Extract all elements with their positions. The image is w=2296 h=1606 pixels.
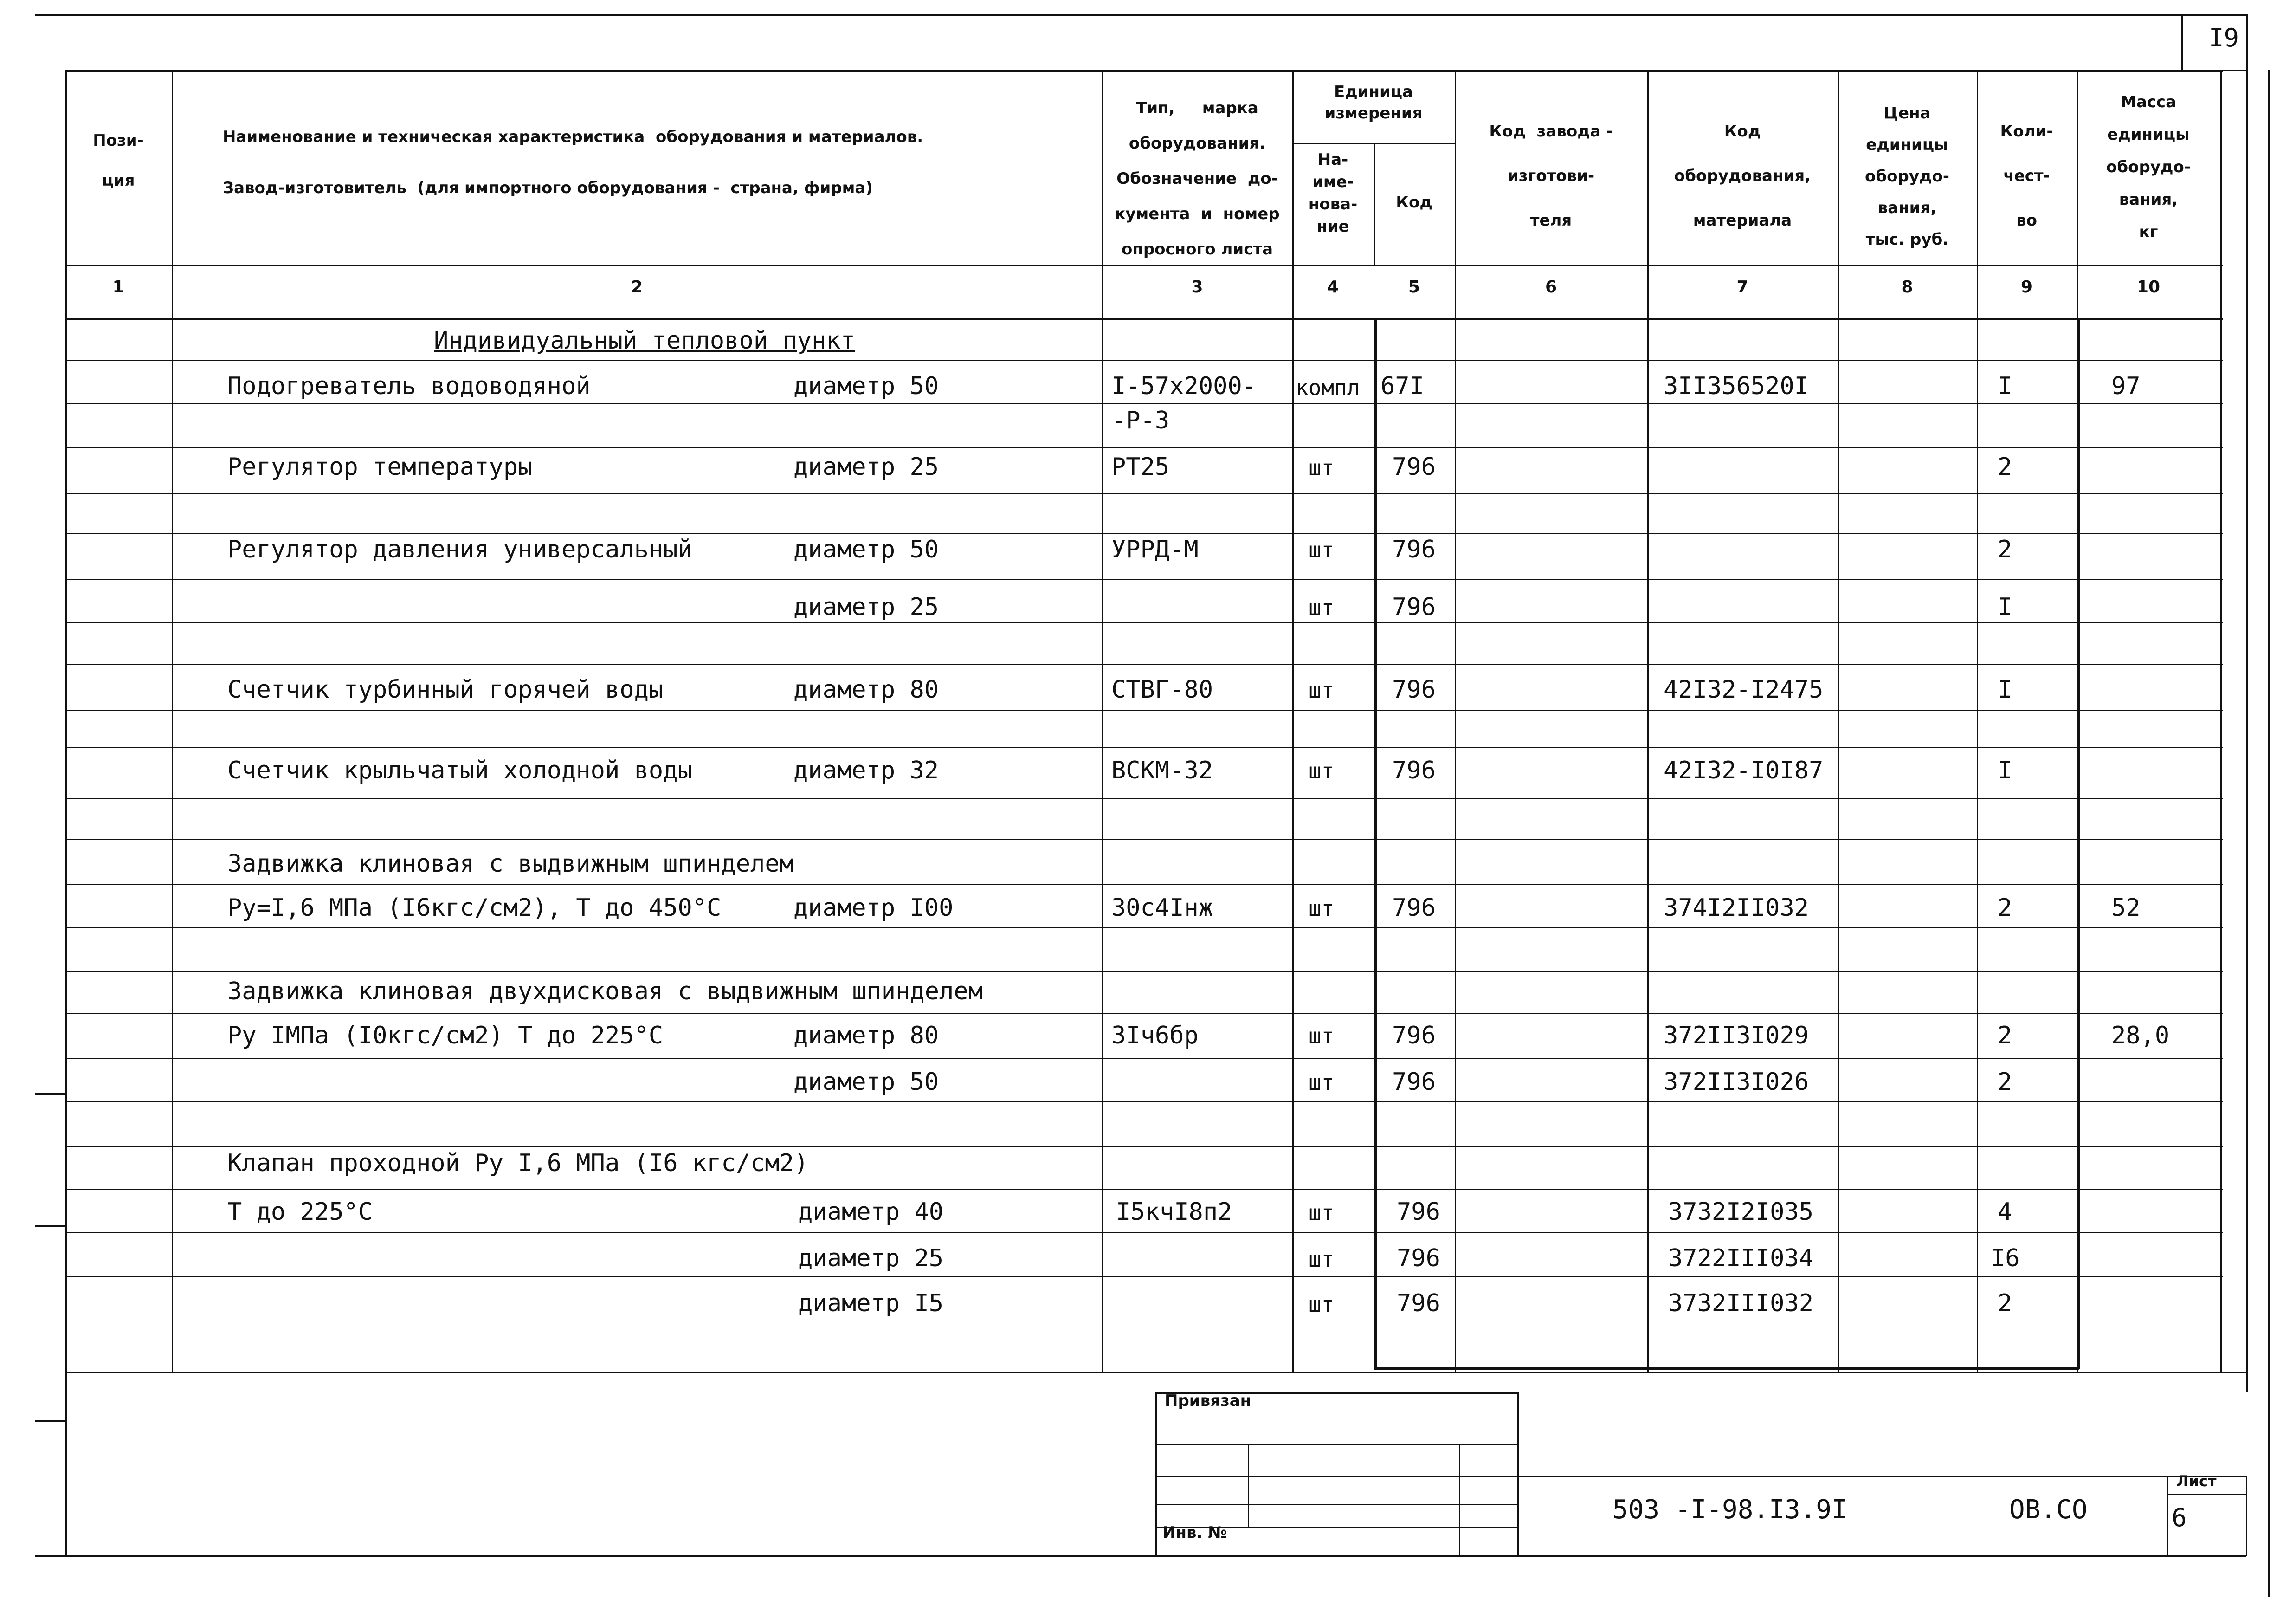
- grid-line: [35, 1093, 65, 1095]
- inventory-number-label: Инв. №: [1162, 1523, 1227, 1542]
- row-9-code: 796: [1392, 894, 1436, 922]
- col-number-9: 9: [2020, 278, 2033, 297]
- row-6-material-code: 42I32-I2475: [1664, 676, 1824, 704]
- top-sheet-number: I9: [2209, 23, 2239, 52]
- row-6-qty: I: [1998, 676, 2012, 704]
- grid-line: [1155, 1392, 1157, 1556]
- grid-line: [65, 70, 2223, 72]
- header-price: Цена единицы оборудо- вания, тыс. руб.: [1865, 104, 1949, 249]
- grid-line: [65, 798, 2223, 799]
- row-14-code: 796: [1397, 1198, 1440, 1226]
- grid-line: [65, 1372, 2246, 1373]
- header-unit-code: Код: [1396, 193, 1432, 212]
- row-16-diameter: диаметр I5: [798, 1289, 944, 1317]
- grid-line: [1155, 1444, 1517, 1445]
- grid-line: [35, 1420, 65, 1422]
- row-14-type: I5кчI8п2: [1116, 1198, 1232, 1226]
- row-4-code: 796: [1392, 536, 1436, 563]
- grid-line: [65, 1013, 2223, 1014]
- row-11-material-code: 372II3I029: [1664, 1022, 1809, 1049]
- row-1-diameter: диаметр 50: [793, 372, 939, 400]
- row-5-code: 796: [1392, 593, 1436, 621]
- row-12-code: 796: [1392, 1068, 1436, 1096]
- row-14-diameter: диаметр 40: [798, 1198, 944, 1226]
- col-number-10: 10: [2136, 278, 2161, 297]
- row-16-qty: 2: [1998, 1289, 2012, 1317]
- grid-line: [65, 533, 2223, 534]
- row-6-unit: шт: [1309, 678, 1335, 703]
- grid-line: [35, 14, 2246, 16]
- grid-line: [2167, 1476, 2168, 1556]
- row-4-unit: шт: [1309, 537, 1335, 563]
- grid-line: [2246, 14, 2248, 1392]
- col-number-4: 4: [1327, 278, 1339, 297]
- grid-line: [1517, 1392, 1519, 1556]
- grid-line: [65, 1189, 2223, 1190]
- grid-line: [65, 1372, 67, 1555]
- privyazan-label: Привязан: [1165, 1392, 1251, 1410]
- row-3-type: РТ25: [1111, 453, 1170, 481]
- grid-line: [65, 1146, 2223, 1147]
- row-3-name: Регулятор температуры: [227, 453, 533, 481]
- header-material-code: Код оборудования, материала: [1674, 122, 1811, 230]
- grid-line: [1459, 1444, 1460, 1556]
- row-1-code: 67I: [1380, 372, 1424, 400]
- row-7-qty: I: [1998, 757, 2012, 784]
- row-12-diameter: диаметр 50: [793, 1068, 939, 1096]
- row-1-unit: компл: [1296, 375, 1360, 400]
- grid-line: [65, 1276, 2223, 1277]
- row-15-code: 796: [1397, 1244, 1440, 1272]
- section-title: Индивидуальный тепловой пункт: [434, 327, 855, 355]
- grid-line: [35, 1225, 65, 1227]
- row-14-qty: 4: [1998, 1198, 2012, 1226]
- col-number-5: 5: [1408, 278, 1420, 297]
- header-unit-group: Единица измерения: [1324, 83, 1423, 123]
- col-number-2: 2: [631, 278, 643, 297]
- header-mass: Масса единицы оборудо- вания, кг: [2106, 93, 2191, 241]
- row-5-qty: I: [1998, 593, 2012, 621]
- row-14-name: Т до 225°С: [227, 1198, 373, 1226]
- sheet-number: 6: [2172, 1503, 2187, 1532]
- row-3-qty: 2: [1998, 453, 2012, 481]
- header-position: Пози- ция: [93, 131, 144, 190]
- row-6-type: СТВГ-80: [1111, 676, 1213, 704]
- row-1-type: I-57x2000-: [1111, 372, 1257, 400]
- grid-line: [65, 747, 2223, 748]
- grid-line: [65, 493, 2223, 494]
- row-9-name: Ру=I,6 МПа (I6кгс/см2), Т до 450°С: [227, 894, 722, 922]
- document-code: 503 -I-98.I3.9I: [1612, 1495, 1847, 1525]
- grid-line: [2077, 318, 2080, 1369]
- sheet-label: Лист: [2176, 1472, 2217, 1490]
- grid-line: [1374, 318, 2079, 320]
- grid-line: [65, 1101, 2223, 1102]
- row-5-unit: шт: [1309, 595, 1335, 620]
- row-4-type: УРРД-М: [1111, 536, 1199, 563]
- row-15-diameter: диаметр 25: [798, 1244, 944, 1272]
- grid-line: [65, 360, 2223, 361]
- row-2-type: -P-3: [1111, 407, 1170, 434]
- grid-line: [65, 971, 2223, 972]
- row-11-qty: 2: [1998, 1022, 2012, 1049]
- grid-line: [2167, 1494, 2246, 1495]
- row-6-name: Счетчик турбинный горячей воды: [227, 676, 664, 704]
- row-6-code: 796: [1392, 676, 1436, 704]
- grid-line: [65, 1232, 2223, 1233]
- grid-line: [65, 664, 2223, 665]
- row-11-code: 796: [1392, 1022, 1436, 1049]
- row-15-qty: I6: [1991, 1244, 2020, 1272]
- row-7-code: 796: [1392, 757, 1436, 784]
- col-number-7: 7: [1736, 278, 1748, 297]
- row-7-diameter: диаметр 32: [793, 757, 939, 784]
- grid-line: [65, 1058, 2223, 1059]
- row-16-code: 796: [1397, 1289, 1440, 1317]
- header-unit-name: На- име- нова- ние: [1308, 150, 1358, 236]
- col-number-1: 1: [112, 278, 124, 297]
- row-13-name: Клапан проходной Ру I,6 МПа (I6 кгс/см2): [227, 1149, 809, 1177]
- header-name: Наименование и техническая характеристика оборудования и материалов. Завод-изготовитель (для импортного оборудования - страна, фирма): [223, 128, 923, 197]
- row-9-type: 30с4Iнж: [1111, 894, 1213, 922]
- row-11-mass: 28,0: [2111, 1022, 2170, 1049]
- row-15-material-code: 3722III034: [1668, 1244, 1814, 1272]
- row-9-material-code: 374I2II032: [1664, 894, 1809, 922]
- grid-line: [65, 579, 2223, 580]
- row-16-unit: шт: [1309, 1292, 1335, 1317]
- grid-line: [65, 839, 2223, 840]
- row-3-diameter: диаметр 25: [793, 453, 939, 481]
- row-9-unit: шт: [1309, 896, 1335, 921]
- row-1-qty: I: [1998, 372, 2012, 400]
- header-quantity: Коли- чест- во: [2000, 122, 2053, 230]
- col-number-6: 6: [1545, 278, 1557, 297]
- grid-line: [1374, 1367, 2079, 1370]
- row-11-name: Ру IМПа (I0кгс/см2) Т до 225°С: [227, 1022, 664, 1049]
- grid-line: [1155, 1476, 1517, 1477]
- row-15-unit: шт: [1309, 1247, 1335, 1272]
- grid-line: [2268, 70, 2270, 1597]
- row-11-diameter: диаметр 80: [793, 1022, 939, 1049]
- row-4-name: Регулятор давления универсальный: [227, 536, 692, 563]
- row-9-mass: 52: [2111, 894, 2141, 922]
- row-11-unit: шт: [1309, 1023, 1335, 1049]
- grid-line: [1248, 1444, 1249, 1527]
- row-1-material-code: 3II356520I: [1664, 372, 1809, 400]
- row-11-type: 3Iч6бр: [1111, 1022, 1199, 1049]
- grid-line: [65, 622, 2223, 623]
- row-16-material-code: 3732III032: [1668, 1289, 1814, 1317]
- grid-line: [65, 710, 2223, 711]
- row-12-unit: шт: [1309, 1070, 1335, 1095]
- row-7-material-code: 42I32-I0I87: [1664, 757, 1824, 784]
- row-6-diameter: диаметр 80: [793, 676, 939, 704]
- col-number-8: 8: [1901, 278, 1913, 297]
- row-3-unit: шт: [1309, 455, 1335, 480]
- row-7-unit: шт: [1309, 758, 1335, 784]
- row-12-material-code: 372II3I026: [1664, 1068, 1809, 1096]
- grid-line: [35, 1555, 2246, 1557]
- drawing-mark: ОВ.СО: [2009, 1495, 2088, 1525]
- row-4-diameter: диаметр 50: [793, 536, 939, 563]
- row-10-name: Задвижка клиновая двухдисковая с выдвижным шпинделем: [227, 978, 983, 1005]
- row-1-mass: 97: [2111, 372, 2141, 400]
- row-9-diameter: диаметр I00: [793, 894, 954, 922]
- grid-line: [1517, 1476, 2246, 1477]
- row-14-unit: шт: [1309, 1200, 1335, 1225]
- grid-line: [65, 447, 2223, 448]
- row-1-name: Подогреватель водоводяной: [227, 372, 591, 400]
- row-8-name: Задвижка клиновая с выдвижным шпинделем: [227, 850, 794, 878]
- row-7-type: ВСКМ-32: [1111, 757, 1213, 784]
- grid-line: [2181, 14, 2183, 70]
- grid-line: [2246, 1476, 2247, 1556]
- row-3-code: 796: [1392, 453, 1436, 481]
- row-12-qty: 2: [1998, 1068, 2012, 1096]
- grid-line: [65, 403, 2223, 404]
- row-9-qty: 2: [1998, 894, 2012, 922]
- grid-line: [65, 927, 2223, 928]
- grid-line: [65, 884, 2223, 885]
- grid-line: [1374, 318, 1377, 1369]
- row-7-name: Счетчик крыльчатый холодной воды: [227, 757, 692, 784]
- col-number-3: 3: [1191, 278, 1203, 297]
- header-type: Тип, марка оборудования. Обозначение до- кумента и номер опросного листа: [1115, 99, 1280, 259]
- row-4-qty: 2: [1998, 536, 2012, 563]
- header-factory-code: Код завода - изготови- теля: [1489, 122, 1613, 230]
- grid-line: [1155, 1504, 1517, 1505]
- row-5-diameter: диаметр 25: [793, 593, 939, 621]
- row-14-material-code: 3732I2I035: [1668, 1198, 1814, 1226]
